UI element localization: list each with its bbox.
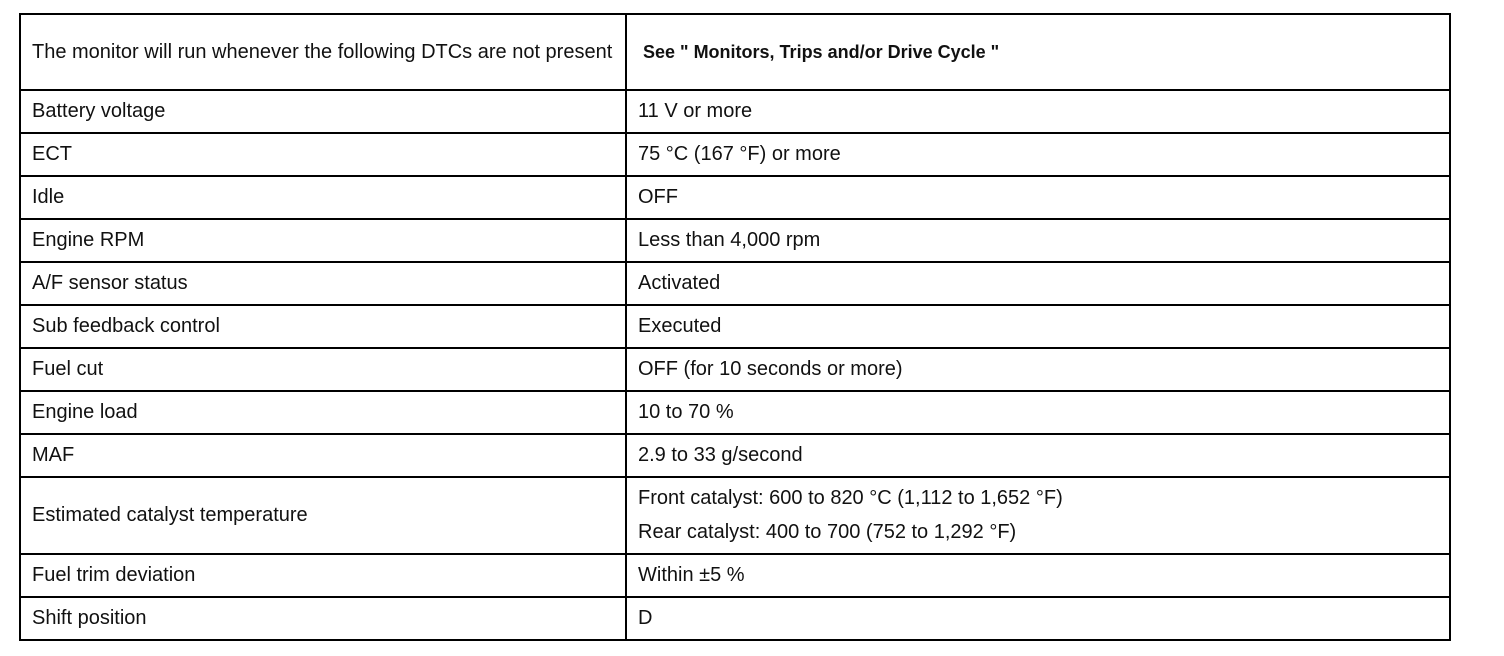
condition-label: Idle: [20, 176, 626, 219]
condition-label: Fuel trim deviation: [20, 554, 626, 597]
condition-value: 2.9 to 33 g/second: [626, 434, 1450, 477]
condition-label: A/F sensor status: [20, 262, 626, 305]
condition-value: 10 to 70 %: [626, 391, 1450, 434]
condition-value-line: Front catalyst: 600 to 820 °C (1,112 to 1,652 °F): [638, 487, 1063, 509]
condition-value: Executed: [626, 305, 1450, 348]
condition-value-line: Rear catalyst: 400 to 700 (752 to 1,292 °F): [638, 521, 1017, 543]
condition-value: D: [626, 597, 1450, 640]
table-row: [20, 597, 1450, 640]
condition-value: Less than 4,000 rpm: [626, 219, 1450, 262]
table-row: [20, 554, 1450, 597]
condition-label: ECT: [20, 133, 626, 176]
condition-value: 11 V or more: [626, 90, 1450, 133]
table-row: [20, 477, 1450, 554]
table-row: [20, 14, 1450, 90]
condition-label: Estimated catalyst temperature: [20, 477, 626, 554]
table-row: [20, 133, 1450, 176]
condition-label: Shift position: [20, 597, 626, 640]
condition-value: OFF: [626, 176, 1450, 219]
table-row: [20, 434, 1450, 477]
condition-label: Sub feedback control: [20, 305, 626, 348]
table-row: [20, 348, 1450, 391]
table-row: [20, 262, 1450, 305]
table-row: [20, 219, 1450, 262]
table-row: [20, 305, 1450, 348]
condition-label: Engine RPM: [20, 219, 626, 262]
condition-label: Engine load: [20, 391, 626, 434]
conditions-table-container: [19, 13, 1451, 641]
condition-label: The monitor will run whenever the following DTCs are not present: [20, 14, 626, 90]
table-row: [20, 176, 1450, 219]
condition-value: [626, 477, 1450, 554]
condition-value: OFF (for 10 seconds or more): [626, 348, 1450, 391]
condition-value: See " Monitors, Trips and/or Drive Cycle ": [626, 14, 1450, 90]
condition-label: Fuel cut: [20, 348, 626, 391]
monitor-conditions-table: [19, 13, 1451, 641]
condition-label: Battery voltage: [20, 90, 626, 133]
table-row: [20, 90, 1450, 133]
condition-label: MAF: [20, 434, 626, 477]
condition-value: Within ±5 %: [626, 554, 1450, 597]
condition-value: 75 °C (167 °F) or more: [626, 133, 1450, 176]
condition-value: Activated: [626, 262, 1450, 305]
table-row: [20, 391, 1450, 434]
